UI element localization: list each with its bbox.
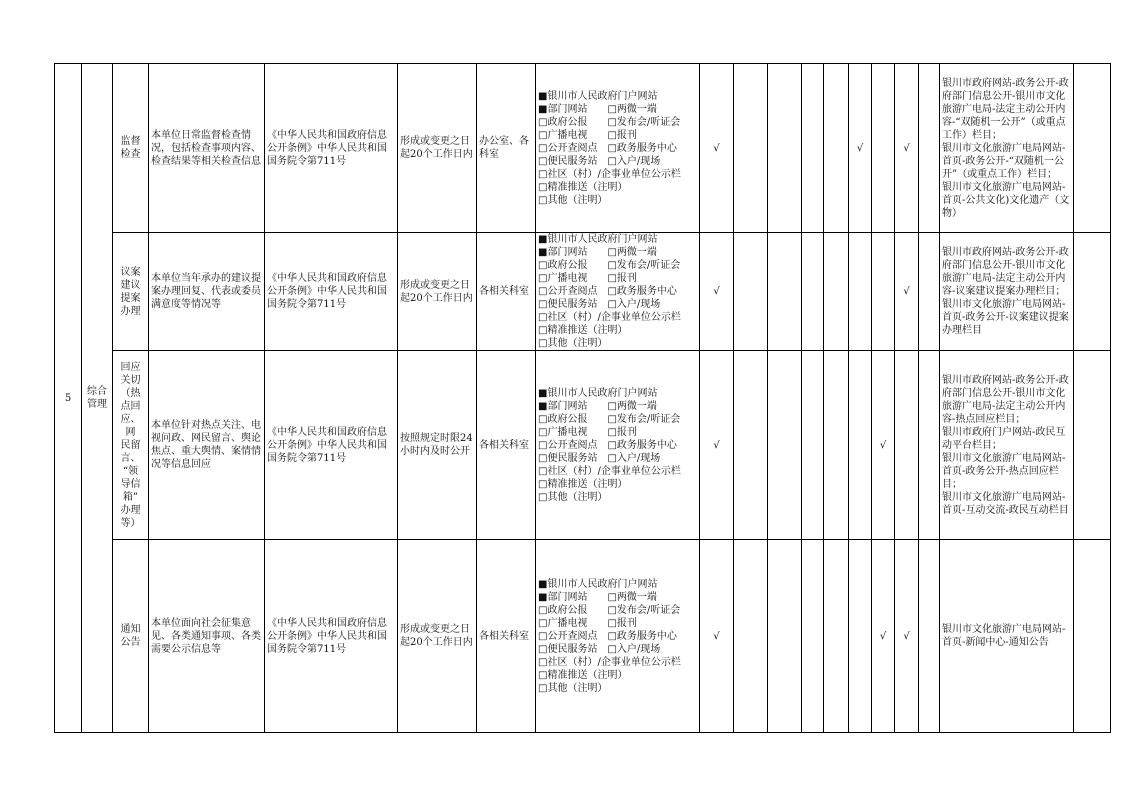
check-cell (768, 64, 802, 233)
channel-option: ■银川市人民政府门户网站 (538, 387, 658, 399)
content-cell: 本单位针对热点关注、电视问政、网民留言、舆论焦点、重大舆情、案情情况等信息回应 (149, 351, 265, 540)
check-cell (872, 233, 895, 351)
channel-option: □社区（村）/企事业单位公示栏 (538, 465, 681, 477)
channel-option: ■部门网站 □两微一端 (538, 591, 657, 603)
check-cell: √ (700, 233, 734, 351)
check-cell (802, 351, 824, 540)
check-cell: √ (700, 540, 734, 733)
channel-option: □广播电视 □报刊 (538, 426, 637, 438)
channel-option: □其他（注明） (538, 338, 608, 349)
check-cell (872, 64, 895, 233)
channel-option: □公开查阅点 □政务服务中心 (538, 439, 677, 451)
channel-option: □广播电视 □报刊 (538, 273, 637, 284)
check-cell (919, 233, 940, 351)
channel-option: □精准推送（注明） (538, 181, 628, 193)
channels-cell (536, 64, 700, 233)
time-limit-cell: 按照规定时限24小时内及时公开 (398, 351, 477, 540)
basis-cell: 《中华人民共和国政府信息公开条例》中华人民共和国国务院令第711号 (265, 233, 398, 351)
channel-option: □政府公报 □发布会/听证会 (538, 116, 681, 128)
channels-cell (536, 233, 700, 351)
channel-option: □广播电视 □报刊 (538, 617, 637, 629)
check-cell (802, 64, 824, 233)
channel-option: □便民服务站 □入户/现场 (538, 643, 661, 655)
check-cell (824, 233, 849, 351)
channel-option: □精准推送（注明） (538, 669, 628, 681)
check-cell (919, 64, 940, 233)
destination-cell: 银川市政府网站-政务公开-政府部门信息公开-银川市文化旅游广电局-法定主动公开内容-议案建议提案办理栏目； 银川市文化旅游广电局网站-首页-政务公开-议案建议提案办理栏目 (940, 233, 1074, 351)
group-category-cell: 综合 管理 (82, 64, 113, 733)
content-cell: 本单位面向社会征集意见、各类通知事项、各类需要公示信息等 (149, 540, 265, 733)
check-cell (734, 540, 768, 733)
channels-cell (536, 351, 700, 540)
channel-option: □公开查阅点 □政务服务中心 (538, 286, 677, 297)
check-cell (768, 233, 802, 351)
channel-option: ■部门网站 □两微一端 (538, 247, 657, 258)
channel-option: □政府公报 □发布会/听证会 (538, 413, 681, 425)
channel-option: □公开查阅点 □政务服务中心 (538, 630, 677, 642)
table-row (55, 351, 1111, 540)
check-cell (824, 540, 849, 733)
check-cell: √ (849, 64, 872, 233)
basis-cell: 《中华人民共和国政府信息公开条例》中华人民共和国国务院令第711号 (265, 351, 398, 540)
disclosure-table (54, 63, 1111, 733)
check-cell (802, 540, 824, 733)
channel-option: □政府公报 □发布会/听证会 (538, 260, 681, 271)
channel-option: □便民服务站 □入户/现场 (538, 452, 661, 464)
channel-option: □精准推送（注明） (538, 478, 628, 490)
channel-option: ■部门网站 □两微一端 (538, 103, 657, 115)
channel-option: □公开查阅点 □政务服务中心 (538, 142, 677, 154)
time-limit-cell: 形成或变更之日起20个工作日内 (398, 540, 477, 733)
subject-cell: 各相关科室 (477, 540, 536, 733)
item-cell: 监督 检查 (113, 64, 149, 233)
channel-option: □便民服务站 □入户/现场 (538, 155, 661, 167)
basis-cell: 《中华人民共和国政府信息公开条例》中华人民共和国国务院令第711号 (265, 64, 398, 233)
subject-cell: 办公室、各科室 (477, 64, 536, 233)
destination-cell: 银川市政府网站-政务公开-政府部门信息公开-银川市文化旅游广电局-法定主动公开内容-热点回应栏目； 银川市政府门户网站-政民互动平台栏目； 银川市文化旅游广电局网站-首页-政务公开-热点回应栏目； 银川市文化旅游广电局网站-首页-互动交流-政民互动栏目 (940, 351, 1074, 540)
check-cell: √ (700, 64, 734, 233)
check-cell (849, 351, 872, 540)
check-cell (734, 351, 768, 540)
channel-option: □其他（注明） (538, 682, 608, 694)
item-cell: 议案 建议 提案 办理 (113, 233, 149, 351)
check-cell (895, 351, 919, 540)
blank-cell (1074, 351, 1111, 540)
destination-cell: 银川市政府网站-政务公开-政府部门信息公开-银川市文化旅游广电局-法定主动公开内容-“双随机一公开”（或重点工作）栏目； 银川市文化旅游广电局网站-首页-政务公开-“双随机一公开”（或重点工作）栏目； 银川市文化旅游广电局网站-首页-公共文化)文化遗产（文物） (940, 64, 1074, 233)
destination-cell: 银川市文化旅游广电局网站-首页-新闻中心-通知公告 (940, 540, 1074, 733)
check-cell (919, 351, 940, 540)
check-cell: √ (872, 540, 895, 733)
channel-option: □社区（村）/企事业单位公示栏 (538, 656, 681, 668)
channel-option: □社区（村）/企事业单位公示栏 (538, 168, 681, 180)
check-cell (734, 233, 768, 351)
channel-option: □精准推送（注明） (538, 325, 628, 336)
check-cell (768, 540, 802, 733)
channel-option: □便民服务站 □入户/现场 (538, 299, 661, 310)
item-cell: 回应 关切 （热 点回 应、 网 民留 言、 “领 导信 箱” 办理 等） (113, 351, 149, 540)
item-cell: 通知 公告 (113, 540, 149, 733)
channel-option: □其他（注明） (538, 194, 608, 206)
channel-option: □其他（注明） (538, 491, 608, 503)
channel-option: □社区（村）/企事业单位公示栏 (538, 312, 681, 323)
blank-cell (1074, 233, 1111, 351)
time-limit-cell: 形成或变更之日起20个工作日内 (398, 64, 477, 233)
check-cell (919, 540, 940, 733)
check-cell (849, 540, 872, 733)
channel-option: ■银川市人民政府门户网站 (538, 90, 658, 102)
check-cell: √ (700, 351, 734, 540)
content-cell: 本单位当年承办的建议提案办理回复、代表或委员满意度等情况等 (149, 233, 265, 351)
channel-option: ■银川市人民政府门户网站 (538, 578, 658, 590)
blank-cell (1074, 64, 1111, 233)
subject-cell: 各相关科室 (477, 233, 536, 351)
content-cell: 本单位日常监督检查情况，包括检查事项内容、检查结果等相关检查信息 (149, 64, 265, 233)
channel-option: □政府公报 □发布会/听证会 (538, 604, 681, 616)
check-cell: √ (895, 233, 919, 351)
channel-option: ■银川市人民政府门户网站 (538, 234, 658, 245)
blank-cell (1074, 540, 1111, 733)
check-cell: √ (872, 351, 895, 540)
check-cell: √ (895, 64, 919, 233)
time-limit-cell: 形成或变更之日起20个工作日内 (398, 233, 477, 351)
check-cell (824, 351, 849, 540)
channels-cell (536, 540, 700, 733)
check-cell (849, 233, 872, 351)
channel-option: ■部门网站 □两微一端 (538, 400, 657, 412)
subject-cell: 各相关科室 (477, 351, 536, 540)
check-cell (768, 351, 802, 540)
check-cell (734, 64, 768, 233)
table-row (55, 64, 1111, 233)
table-row (55, 233, 1111, 351)
check-cell: √ (895, 540, 919, 733)
check-cell (802, 233, 824, 351)
group-index-cell: 5 (55, 64, 82, 733)
basis-cell: 《中华人民共和国政府信息公开条例》中华人民共和国国务院令第711号 (265, 540, 398, 733)
check-cell (824, 64, 849, 233)
table-row (55, 540, 1111, 733)
channel-option: □广播电视 □报刊 (538, 129, 637, 141)
